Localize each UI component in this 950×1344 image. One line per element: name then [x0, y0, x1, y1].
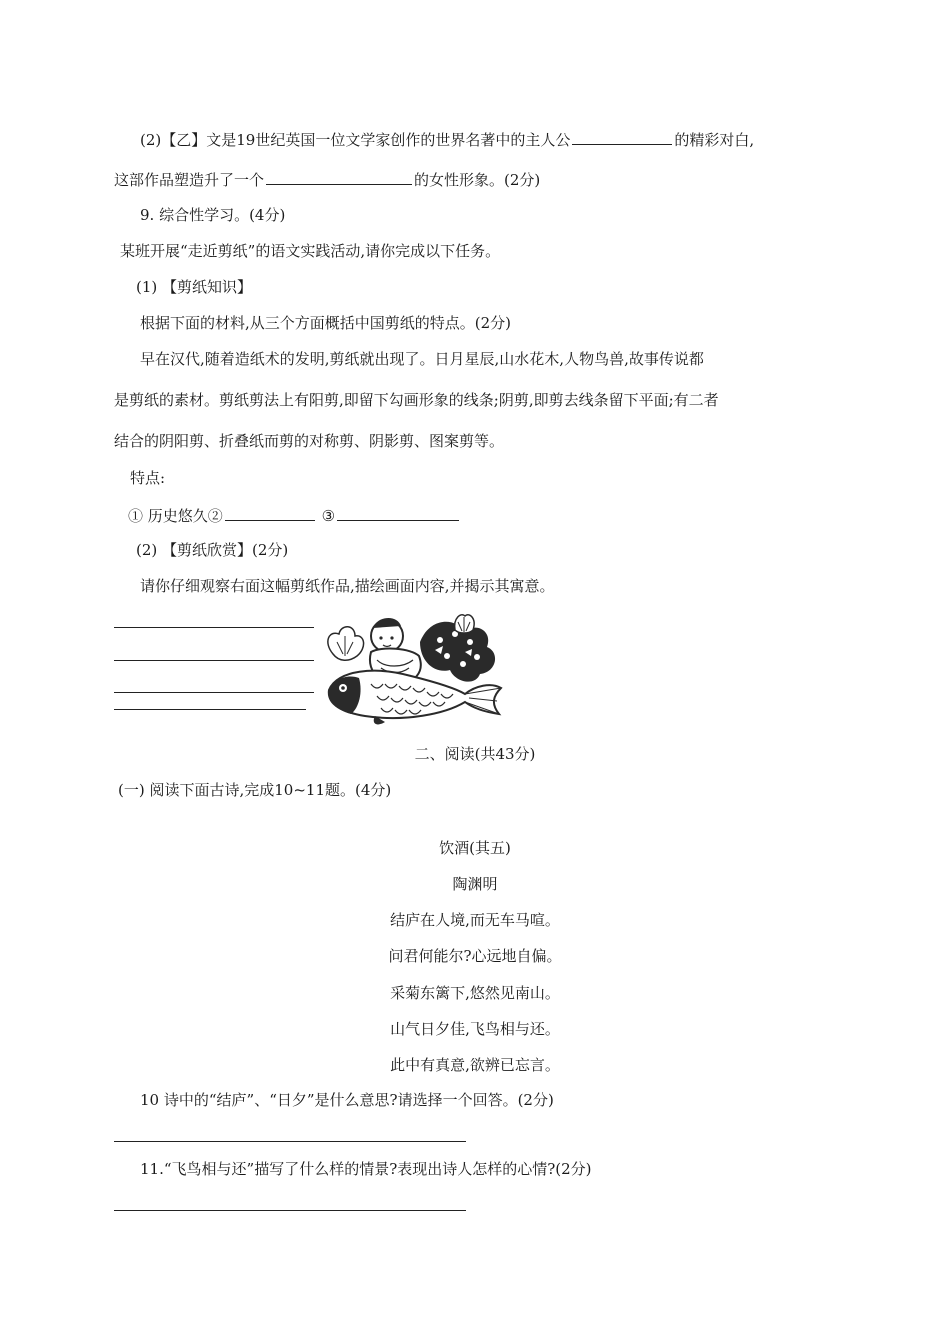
feature-3: ③ — [321, 507, 336, 525]
poem-line: 结庐在人境,而无车马喧。 — [390, 911, 560, 929]
poem-author: 陶渊明 — [452, 875, 498, 893]
poem-line: 此中有真意,欲辨已忘言。 — [390, 1056, 560, 1074]
q8-2-line1 — [140, 128, 754, 150]
poem-line: 采菊东篱下,悠然见南山。 — [390, 984, 560, 1002]
answer-line-3[interactable] — [114, 692, 314, 693]
paper-cut-image — [315, 612, 510, 727]
q10: 10 诗中的“结庐”、“日夕”是什么意思?请选择一个回答。(2分) — [140, 1091, 554, 1109]
q9-part1-title: (1) 【剪纸知识】 — [136, 278, 253, 296]
features-line — [128, 504, 461, 526]
material-line-3: 结合的阴阳剪、折叠纸而剪的对称剪、阴影剪、图案剪等。 — [114, 432, 505, 450]
q9-part2-prompt: 请你仔细观察右面这幅剪纸作品,描绘画面内容,并揭示其寓意。 — [140, 577, 555, 595]
poem-title: 饮酒(其五) — [439, 839, 511, 857]
answer-blank-feature-3[interactable] — [337, 504, 459, 521]
poem-line: 山气日夕佳,飞鸟相与还。 — [390, 1020, 560, 1038]
section-heading: 二、阅读(共43分) — [414, 745, 536, 763]
q10-answer-line[interactable] — [114, 1141, 466, 1142]
q8-2-text-b: 的精彩对白, — [674, 131, 755, 149]
material-line-1: 早在汉代,随着造纸术的发明,剪纸就出现了。日月星辰,山水花木,人物鸟兽,故事传说都 — [140, 350, 704, 368]
q8-2-text-d: 的女性形象。(2分) — [414, 171, 541, 189]
q8-2-line2 — [114, 168, 540, 190]
q11: 11.“飞鸟相与还”描写了什么样的情景?表现出诗人怎样的心情?(2分) — [140, 1160, 592, 1178]
answer-line-2[interactable] — [114, 660, 314, 661]
material-line-2: 是剪纸的素材。剪纸剪法上有阳剪,即留下勾画形象的线条;阴剪,即剪去线条留下平面;有二者 — [114, 391, 719, 409]
q9-title: 9. 综合性学习。(4分) — [140, 206, 286, 224]
answer-blank-feature-2[interactable] — [225, 504, 315, 521]
q8-2-text-c: 这部作品塑造升了一个 — [114, 171, 265, 189]
poem-line: 问君何能尔?心远地自偏。 — [388, 947, 562, 965]
answer-blank-protagonist[interactable] — [572, 128, 672, 145]
q9-part2-title: (2) 【剪纸欣赏】(2分) — [136, 541, 289, 559]
features-label: 特点: — [130, 469, 166, 487]
answer-blank-image[interactable] — [266, 168, 412, 185]
feature-1: ① 历史悠久② — [128, 507, 223, 525]
answer-line-1[interactable] — [114, 627, 314, 628]
section-sub-1: (一) 阅读下面古诗,完成10~11题。(4分) — [118, 781, 392, 799]
answer-line-4[interactable] — [114, 709, 306, 710]
q8-2-text-a: (2)【乙】文是19世纪英国一位文学家创作的世界名著中的主人公 — [140, 131, 571, 149]
q11-answer-line[interactable] — [114, 1210, 466, 1211]
q9-part1-prompt: 根据下面的材料,从三个方面概括中国剪纸的特点。(2分) — [140, 314, 512, 332]
q9-intro: 某班开展“走近剪纸”的语文实践活动,请你完成以下任务。 — [120, 242, 501, 260]
